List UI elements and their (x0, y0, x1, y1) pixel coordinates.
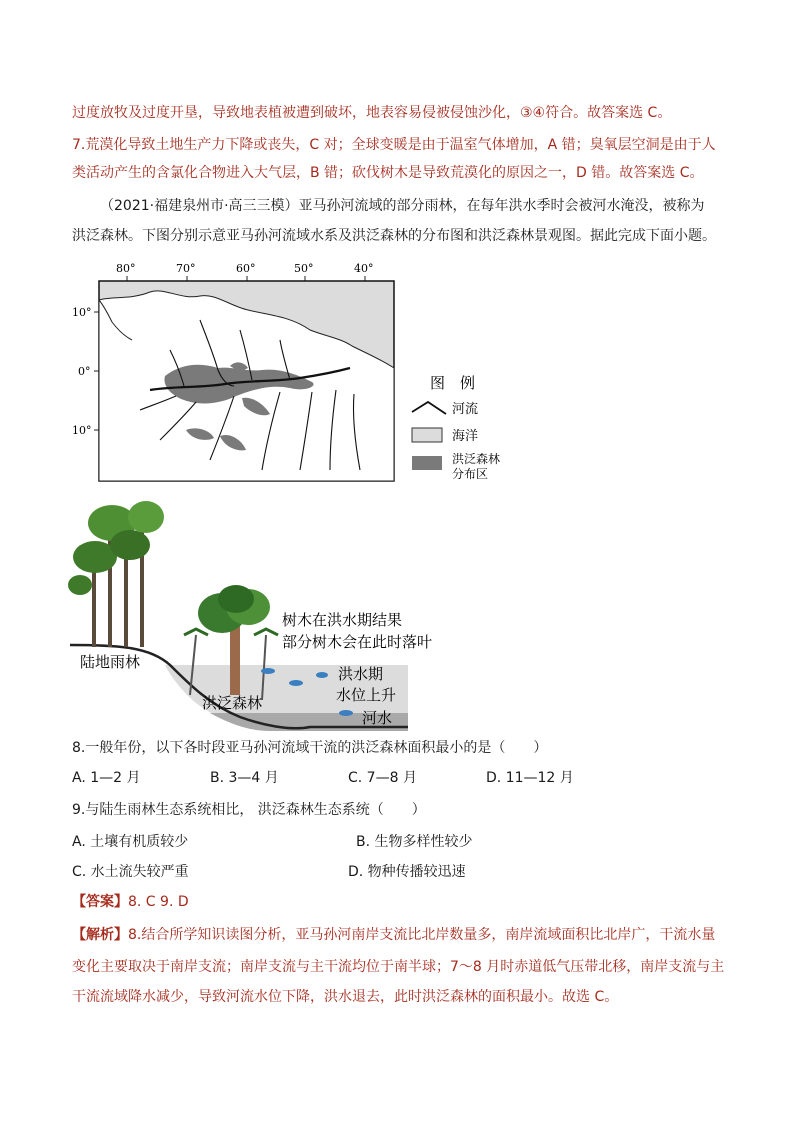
q9-option-a: A. 土壤有机质较少 (72, 834, 189, 850)
lon-label: 40° (354, 262, 374, 275)
text-line-3: 类活动产生的含氯化合物进入大气层，B 错；砍伐树木是导致荒漠化的原因之一，D 错。故答案选 C。 (72, 165, 704, 181)
text-line-5: 洪泛森林。下图分别示意亚马孙河流域水系及洪泛森林的分布图和洪泛森林景观图。据此完成下面小题。 (72, 228, 716, 244)
text-line-1: 过度放牧及过度开垦，导致地表植被遭到破坏，地表容易侵被侵蚀沙化，③④符合。故答案选 C。 (72, 105, 672, 121)
answer-tag: 【答案】 (72, 894, 128, 910)
answer-line (72, 892, 189, 912)
lon-label: 70° (176, 262, 196, 275)
water-rise-label: 水位上升 (336, 686, 397, 704)
lat-label: 0° (78, 365, 91, 378)
flood-forest-label: 洪泛森林 (202, 694, 263, 712)
flood-period-label: 洪水期 (338, 665, 384, 683)
lon-label: 60° (236, 262, 256, 275)
answer-value: 8. C 9. D (128, 894, 189, 910)
analysis-line-2: 变化主要取决于南岸支流；南岸支流与主干流均位于南半球；7～8 月时赤道低气压带北移，南岸支流与主 (72, 959, 725, 975)
q8-option-c: C. 7—8 月 (348, 770, 417, 786)
scene-note-2: 部分树木会在此时落叶 (282, 633, 433, 651)
q9-option-d: D. 物种传播较迅速 (348, 864, 466, 880)
analysis-tag: 【解析】 (72, 927, 128, 943)
q8-option-d: D. 11—12 月 (486, 770, 574, 786)
text-line-2: 7.荒漠化导致土地生产力下降或丧失，C 对；全球变暖是由于温室气体增加，A 错；臭氧层空洞是由于人 (72, 137, 716, 153)
legend-ocean-symbol (412, 428, 442, 442)
q9-option-c: C. 水土流失较严重 (72, 864, 189, 880)
land-rainforest-label: 陆地雨林 (80, 653, 141, 671)
lon-label: 50° (294, 262, 314, 275)
analysis-line-1 (72, 925, 715, 945)
lat-label: 10° (72, 424, 92, 437)
legend-forest-label: 洪泛森林 (452, 452, 501, 466)
analysis-text-1: 8.结合所学知识读图分析，亚马孙河南岸支流比北岸数量多，南岸流域面积比北岸广，干流水量 (128, 927, 716, 943)
river-water-label: 河水 (362, 709, 393, 727)
q8-option-a: A. 1—2 月 (72, 770, 141, 786)
legend-title: 图 例 (430, 374, 476, 392)
legend-river-symbol (412, 402, 446, 414)
q9-option-b: B. 生物多样性较少 (356, 834, 473, 850)
q8-option-b: B. 3—4 月 (210, 770, 279, 786)
q8-stem: 8.一般年份，以下各时段亚马孙河流域干流的洪泛森林面积最小的是（ ） (72, 740, 548, 756)
lat-label: 10° (72, 306, 92, 319)
rainforest-trees (68, 501, 164, 647)
q9-stem: 9.与陆生雨林生态系统相比， 洪泛森林生态系统（ ） (72, 802, 426, 818)
legend-ocean-label: 海洋 (452, 429, 479, 444)
legend-forest-symbol (412, 456, 442, 470)
text-line-4: （2021·福建泉州市·高三三模）亚马孙河流域的部分雨林，在每年洪水季时会被河水淹没，被称为 (100, 198, 705, 214)
legend-forest-label-2: 分布区 (452, 467, 489, 481)
lon-label: 80° (116, 262, 136, 275)
scene-note-1: 树木在洪水期结果 (282, 611, 403, 629)
amazon-map-figure (0, 0, 794, 500)
flood-forest-scene (0, 495, 794, 735)
legend-river-label: 河流 (452, 402, 479, 417)
analysis-line-3: 干流流域降水减少，导致河流水位下降，洪水退去，此时洪泛森林的面积最小。故选 C。 (72, 989, 619, 1005)
